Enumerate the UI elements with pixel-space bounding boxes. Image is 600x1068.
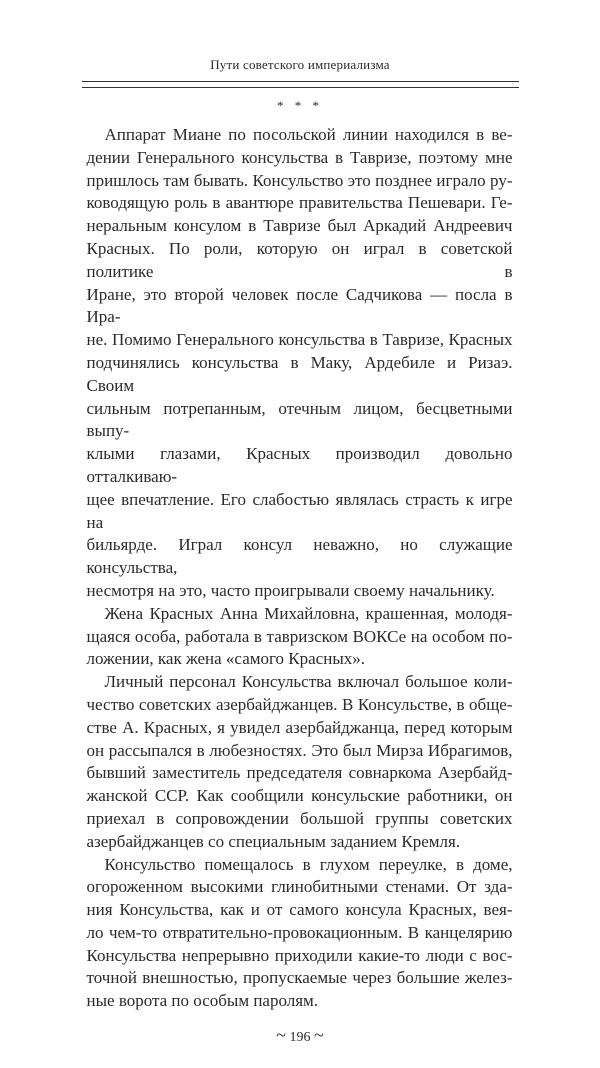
ornament-left: ~	[276, 1025, 286, 1046]
paragraph	[87, 124, 513, 603]
text-line: приехал в сопровождении большой группы советских	[86, 808, 513, 828]
text-line: ководящую роль в авантюре правительства Пешевари. Ге-	[86, 193, 513, 213]
text-line: азербайджанцев со специальным заданием Кремля.	[86, 831, 461, 851]
text-line: несмотря на это, часто проигрывали своему начальнику.	[86, 580, 495, 600]
text-line: ложении, как жена «самого Красных».	[86, 649, 365, 669]
text-line: не. Помимо Генерального консульства в Тавризе, Красных	[86, 330, 513, 350]
running-head: Пути советского империализма	[210, 57, 390, 72]
text-line: дении Генерального консульства в Тавризе, поэтому мне	[86, 147, 513, 167]
ornament-right: ~	[314, 1025, 324, 1046]
text-line: Красных. По роли, которую он играл в советской политике в	[86, 238, 513, 281]
text-line: бильярде. Играл консул неважно, но служащие консульства,	[86, 535, 513, 578]
text-line: Личный персонал Консульства включал большое коли-	[104, 672, 513, 692]
text-line: пришлось там бывать. Консульство это позднее играло ру-	[86, 170, 513, 190]
text-line: подчинялись консульства в Маку, Ардебиле и Ризаэ. Своим	[86, 352, 513, 395]
book-page	[82, 0, 519, 1068]
text-line: сильным потрепанным, отечным лицом, бесцветными выпу-	[86, 398, 513, 441]
header-rule	[82, 81, 519, 88]
text-line: ло чем-то отвратительно-провокационным. В канцелярию	[86, 922, 513, 942]
text-line: неральным консулом в Тавризе был Аркадий Андреевич	[86, 216, 513, 236]
text-line: щее впечатление. Его слабостью являлась страсть к игре на	[86, 489, 513, 532]
text-line: щаяся особа, работала в тавризском ВОКСе на особом по-	[86, 626, 513, 646]
paragraph	[87, 603, 513, 671]
text-line: жанской ССР. Как сообщили консульские работники, он	[86, 786, 513, 806]
text-line: точной внешностью, пропускаемые через большие желез-	[86, 968, 513, 988]
paragraph	[87, 854, 513, 1014]
page-number: 196	[289, 1030, 311, 1046]
body-text	[87, 124, 513, 1013]
text-line: Иране, это второй человек после Садчикова — посла в Ира-	[86, 284, 513, 327]
text-line: бывший заместитель председателя совнаркома Азербайд-	[86, 763, 513, 783]
text-line: Консульство помещалось в глухом переулке, в доме,	[104, 854, 513, 874]
paragraph	[87, 671, 513, 853]
text-line: ния Консульства, как и от самого консула Красных, вея-	[86, 900, 513, 920]
text-line: Жена Красных Анна Михайловна, крашенная, молодя-	[104, 603, 513, 623]
text-line: Аппарат Миане по посольской линии находился в ве-	[104, 125, 513, 144]
text-line: стве А. Красных, я увидел азербайджанца, перед которым	[86, 717, 513, 737]
text-line: клыми глазами, Красных производил довольно отталкиваю-	[86, 444, 513, 486]
text-line: ные ворота по особым паролям.	[86, 991, 319, 1011]
page-footer	[82, 1025, 519, 1068]
section-separator: * * *	[277, 98, 323, 113]
text-line: чество советских азербайджанцев. В Консульстве, в обще-	[86, 694, 513, 714]
text-line: Консульства непрерывно приходили какие-то люди с вос-	[86, 945, 513, 965]
text-line: он рассыпался в любезностях. Это был Мирза Ибрагимов,	[86, 740, 513, 760]
text-line: огороженном высокими глинобитными стенами. От зда-	[86, 877, 513, 897]
